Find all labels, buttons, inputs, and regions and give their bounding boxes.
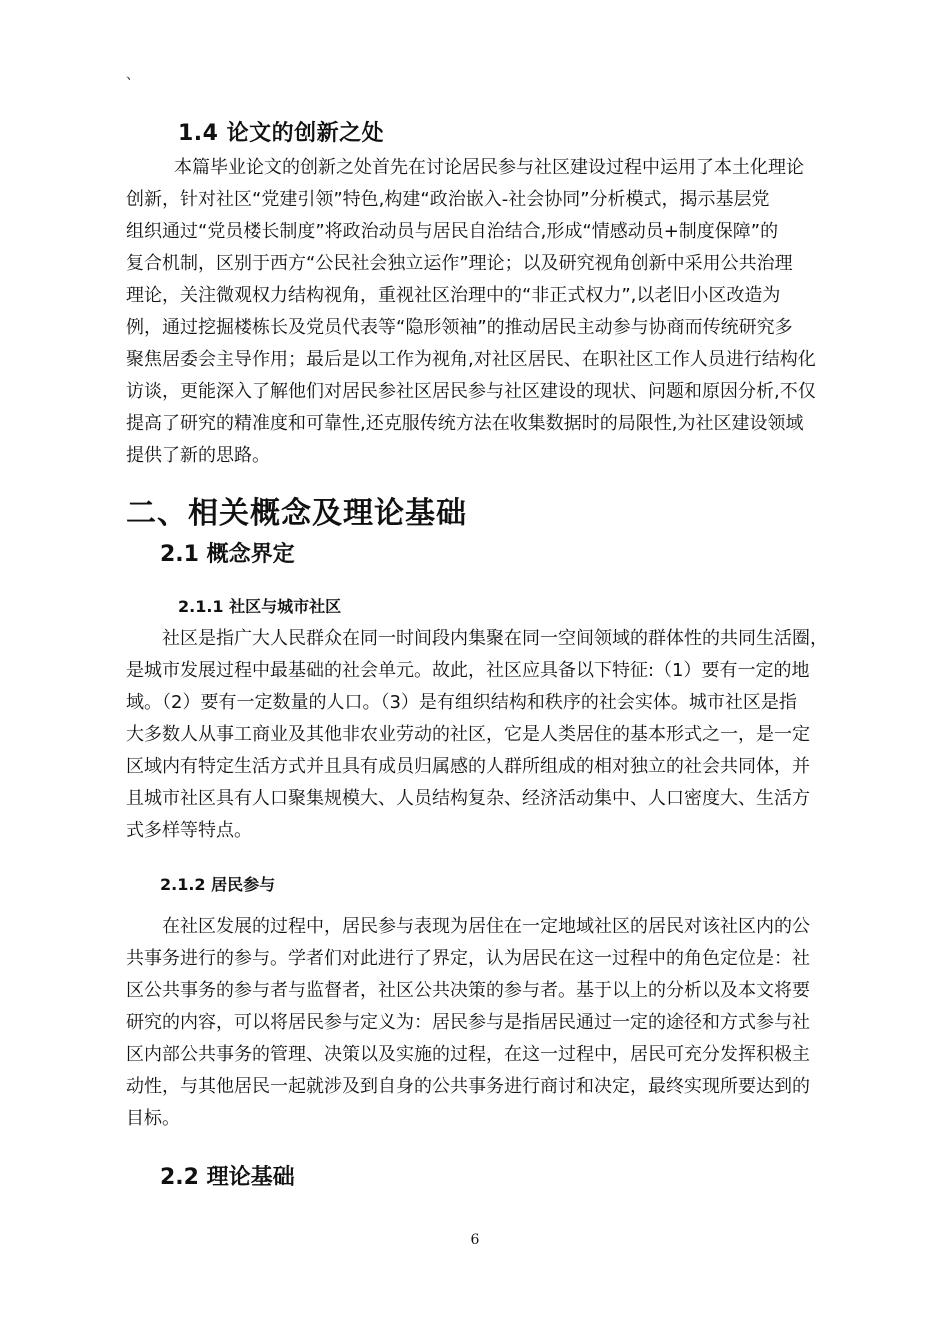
text-line: 目标。	[126, 1108, 180, 1129]
text-line: 区域内有特定生活方式并且具有成员归属感的人群所组成的相对独立的社会共同体，并	[126, 756, 810, 777]
subsection-heading-2-1-1: 2.1.1 社区与城市社区	[178, 597, 342, 616]
text-line: 研究的内容，可以将居民参与定义为：居民参与是指居民通过一定的途径和方式参与社	[126, 1012, 810, 1033]
text-line: 创新，针对社区“党建引领”特色,构建“政治嵌入-社会协同”分析模式，揭示基层党	[126, 189, 770, 210]
text-line: 提供了新的思路。	[126, 445, 270, 466]
text-line: 访谈，更能深入了解他们对居民参社区居民参与社区建设的现状、问题和原因分析,不仅	[126, 381, 816, 402]
text-line: 大多数人从事工商业及其他非农业劳动的社区，它是人类居住的基本形式之一，是一定	[126, 724, 810, 745]
section-heading-2-1: 2.1 概念界定	[160, 542, 295, 567]
text-line: 区内部公共事务的管理、决策以及实施的过程，在这一过程中，居民可充分发挥积极主	[126, 1044, 810, 1065]
text-line: 式多样等特点。	[126, 820, 252, 841]
text-line: 复合机制，区别于西方“公民社会独立运作”理论；以及研究视角创新中采用公共治理	[126, 253, 793, 274]
text-line: 域。（2）要有一定数量的人口。（3）是有组织结构和秩序的社会实体。城市社区是指	[126, 692, 797, 713]
text-line: 本篇毕业论文的创新之处首先在讨论居民参与社区建设过程中运用了本土化理论	[174, 157, 804, 178]
section-heading-2-2: 2.2 理论基础	[160, 1165, 295, 1190]
text-line: 理论，关注微观权力结构视角，重视社区治理中的“非正式权力”,以老旧小区改造为	[126, 285, 781, 306]
text-line: 是城市发展过程中最基础的社会单元。故此，社区应具备以下特征:（1）要有一定的地	[126, 660, 810, 681]
text-line: 且城市社区具有人口聚集规模大、人员结构复杂、经济活动集中、人口密度大、生活方	[126, 788, 810, 809]
text-line: 动性，与其他居民一起就涉及到自身的公共事务进行商讨和决定，最终实现所要达到的	[126, 1076, 810, 1097]
corner-mark: 、	[126, 67, 140, 83]
text-line: 聚焦居委会主导作用；最后是以工作为视角,对社区居民、在职社区工作人员进行结构化	[126, 349, 816, 370]
text-line: 例，通过挖掘楼栋长及党员代表等“隐形领袖”的推动居民主动参与协商而传统研究多	[126, 317, 793, 338]
page-number: 6	[470, 1232, 480, 1248]
text-line: 共事务进行的参与。学者们对此进行了界定，认为居民在这一过程中的角色定位是：社	[126, 948, 810, 969]
section-heading-1-4: 1.4 论文的创新之处	[178, 121, 385, 146]
text-line: 在社区发展的过程中，居民参与表现为居住在一定地域社区的居民对该社区内的公	[162, 916, 810, 937]
text-line: 社区是指广大人民群众在同一时间段内集聚在同一空间领域的群体性的共同生活圈，	[162, 628, 828, 649]
text-line: 区公共事务的参与者与监督者，社区公共决策的参与者。基于以上的分析以及本文将要	[126, 980, 810, 1001]
paragraph-innovation	[126, 152, 856, 472]
chapter-heading-2: 二、相关概念及理论基础	[126, 496, 467, 531]
paragraph-resident-participation	[126, 911, 856, 1135]
subsection-heading-2-1-2: 2.1.2 居民参与	[160, 875, 276, 894]
text-line: 提高了研究的精准度和可靠性,还克服传统方法在收集数据时的局限性,为社区建设领域	[126, 413, 804, 434]
text-line: 组织通过“党员楼长制度”将政治动员与居民自治结合,形成“情感动员+制度保障”的	[126, 221, 779, 242]
paragraph-community-definition	[126, 623, 856, 847]
